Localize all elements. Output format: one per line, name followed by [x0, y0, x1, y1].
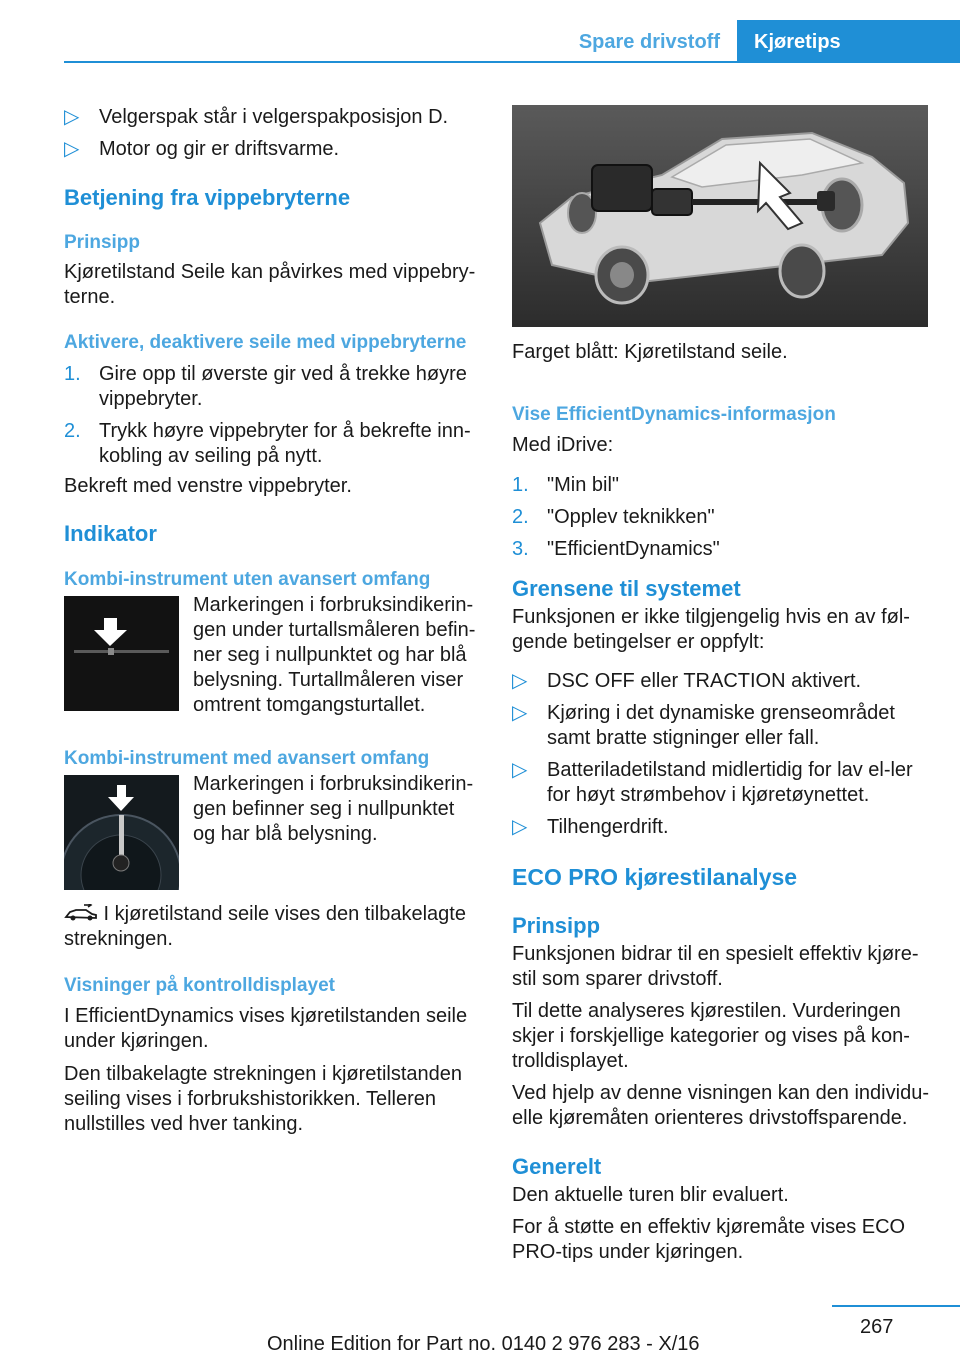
heading-aktivere: Aktivere, deaktivere seile med vippebryterne — [64, 332, 467, 353]
paragraph-visninger-2: Den tilbakelagte strekningen i kjøretilstanden seiling vises i forbrukshistorikken. Telleren nullstilles ved hver tanking. — [64, 1063, 462, 1135]
triangle-bullet-icon: ▷ — [512, 670, 528, 692]
paragraph-eco-3: Ved hjelp av denne visningen kan den individu-elle kjøremåten orienteres drivstoffsparende. — [512, 1082, 929, 1129]
figure-caption: Farget blått: Kjøretilstand seile. — [512, 341, 788, 363]
down-arrow-icon — [64, 596, 179, 711]
footer-edition: Online Edition for Part no. 0140 2 976 283 - X/16 — [267, 1333, 700, 1355]
car-illustration — [512, 105, 928, 327]
triangle-bullet-icon: ▷ — [64, 106, 80, 128]
list-item: 1. "Min bil" — [512, 474, 619, 496]
coasting-car-icon — [64, 904, 98, 922]
paragraph-generelt-2: For å støtte en effektiv kjøremåte vises ECO PRO-tips under kjøringen. — [512, 1216, 906, 1263]
heading-grensene: Grensene til systemet — [512, 576, 741, 601]
heading-vise: Vise EfficientDynamics-informasjon — [512, 404, 836, 425]
paragraph-seile-icon: I kjøretilstand seile vises den tilbakelagte strekningen. — [64, 903, 466, 950]
list-item: ▷ Tilhengerdrift. — [512, 816, 669, 838]
instrument-image-basic — [64, 596, 179, 711]
menu-steps-list — [512, 473, 930, 562]
left-column — [64, 100, 479, 1137]
triangle-bullet-icon: ▷ — [64, 138, 80, 160]
footer-rule — [832, 1305, 960, 1307]
heading-kombi-uten: Kombi-instrument uten avansert omfang — [64, 569, 431, 590]
triangle-bullet-icon: ▷ — [512, 702, 528, 724]
heading-kombi-med: Kombi-instrument med avansert omfang — [64, 748, 430, 769]
paragraph-visninger-1: I EfficientDynamics vises kjøretilstanden seile under kjøringen. — [64, 1005, 468, 1052]
paragraph-prinsipp: Kjøretilstand Seile kan påvirkes med vippebry-terne. — [64, 261, 476, 308]
page-number: 267 — [860, 1316, 894, 1338]
gauge-icon — [64, 775, 179, 890]
paragraph-eco-1: Funksjonen bidrar til en spesielt effektiv kjøre-stil som sparer drivstoff. — [512, 943, 919, 990]
list-item: 1. Gire opp til øverste gir ved å trekke høyre vippebryter. — [64, 363, 467, 410]
figure-kombi-uten — [64, 596, 479, 718]
heading-prinsipp: Prinsipp — [64, 232, 141, 253]
paragraph-eco-2: Til dette analyseres kjørestilen. Vurderingen skjer i forskjellige kategorier og vises på kon-trolldisplayet. — [512, 1000, 910, 1072]
heading-eco-pro: ECO PRO kjørestilanalyse — [512, 864, 798, 890]
heading-betjening: Betjening fra vippebryterne — [64, 185, 351, 210]
heading-generelt: Generelt — [512, 1154, 602, 1179]
paragraph-generelt-1: Den aktuelle turen blir evaluert. — [512, 1184, 789, 1206]
prerequisite-list — [64, 105, 479, 162]
triangle-bullet-icon: ▷ — [512, 816, 528, 838]
header-chapter-tab: Kjøretips — [737, 20, 960, 63]
heading-visninger: Visninger på kontrolldisplayet — [64, 975, 335, 996]
triangle-bullet-icon: ▷ — [512, 759, 528, 781]
steps-list — [64, 362, 479, 469]
paragraph-kombi-med: Markeringen i forbruksindikerin-gen befinner seg i nullpunktet og har blå belysning. — [193, 773, 474, 845]
list-item: 2. Trykk høyre vippebryter for å bekrefte inn-kobling av seiling på nytt. — [64, 420, 471, 467]
paragraph-idrive: Med iDrive: — [512, 434, 614, 456]
header-section-title: Spare drivstoff — [578, 31, 720, 53]
header-rule — [64, 61, 960, 63]
paragraph-grensene: Funksjonen er ikke tilgjengelig hvis en av føl-gende betingelser er oppfylt: — [512, 606, 910, 653]
heading-indikator: Indikator — [64, 521, 157, 546]
right-column — [512, 100, 930, 1265]
list-item: 3. "EfficientDynamics" — [512, 538, 720, 560]
heading-prinsipp-right: Prinsipp — [512, 913, 601, 938]
list-item: ▷ Velgerspak står i velgerspakposisjon D. — [64, 106, 449, 128]
list-item: ▷ DSC OFF eller TRACTION aktivert. — [512, 670, 862, 692]
paragraph-kombi-uten: Markeringen i forbruksindikerin-gen under turtallsmåleren befin-ner seg i nullpunktet og har blå belysning. Turtallmåleren viser omtrent tomgangsturtallet. — [193, 594, 476, 716]
list-item: ▷ Batteriladetilstand midlertidig for lav el-ler for høyt strømbehov i kjøretøynettet. — [512, 759, 913, 806]
car-drivetrain-figure — [512, 105, 928, 327]
list-item: 2. "Opplev teknikken" — [512, 506, 715, 528]
list-item: ▷ Motor og gir er driftsvarme. — [64, 138, 340, 160]
limits-list — [512, 669, 930, 840]
instrument-image-advanced — [64, 775, 179, 890]
paragraph-bekreft: Bekreft med venstre vippebryter. — [64, 475, 352, 497]
list-item: ▷ Kjøring i det dynamiske grenseområdet samt bratte stigninger eller fall. — [512, 702, 895, 749]
figure-kombi-med — [64, 775, 479, 890]
